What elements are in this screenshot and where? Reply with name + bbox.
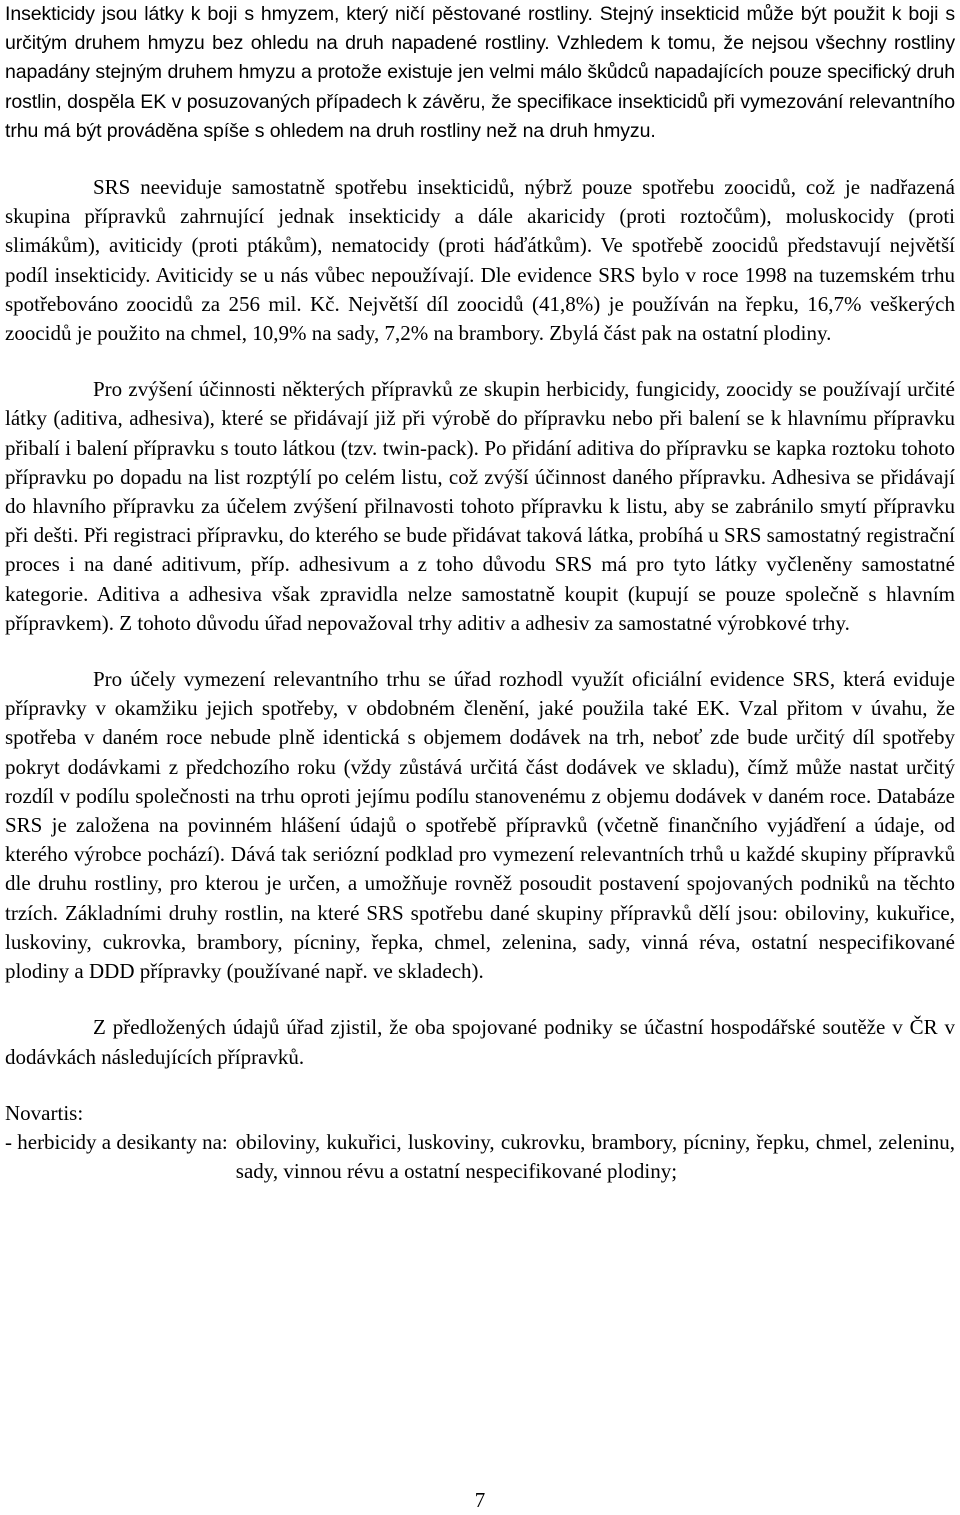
page-number: 7	[474, 1488, 486, 1512]
novartis-section	[5, 1099, 955, 1187]
novartis-heading: Novartis:	[5, 1100, 84, 1125]
list-item-lead: - herbicidy a desikanty na:	[5, 1129, 228, 1154]
paragraph-zjisteni: Z předložených údajů úřad zjistil, že oba spojované podniky se účastní hospodářské soutěže v ČR v dodávkách následujících přípravků.	[5, 1015, 955, 1069]
document-page	[5, 0, 955, 1186]
paragraph-aditiva: Pro zvýšení účinnosti některých přípravků ze skupin herbicidy, fungicidy, zoocidy se používají určité látky (aditiva, adhesiva), které se přidávají již při výrobě do přípravku nebo při balení se k hlavnímu přípravku přibalí i balení přípravku s touto látkou (tzv. twin-pack). Po přidání aditiva do přípravku se kapka roztoku tohoto přípravku po dopadu na list rozptýlí po celém listu, což zvýší účinnost daného přípravku. Adhesiva se přidávají do hlavního přípravku za účelem zvýšení přilnavosti tohoto přípravku k listu, aby se zabránilo smytí přípravku při dešti. Při registraci přípravku, do kterého se bude přidávat taková látka, probíhá u SRS samostatný registrační proces i na dané aditivum, příp. adhesivum a z toho důvodu SRS má pro tyto látky vyčleněny samostatné kategorie. Aditiva a adhesiva však zpravidla nelze samostatně koupit (kupují se pouze společně s hlavním přípravkem). Z tohoto důvodu úřad nepovažoval trhy aditiv a adhesiv za samostatné výrobkové trhy.	[5, 377, 956, 635]
paragraph-vymezeni-trhu: Pro účely vymezení relevantního trhu se úřad rozhodl využít oficiální evidence SRS, která eviduje přípravky v okamžiku jejich spotřeby, v obdobném členění, jaké použila také EK. Vzal přitom v úvahu, že spotřeba v daném roce nebude plně identická s objemem dodávek na trh, neboť zde bude určitý díl spotřeby pokryt dodávkami z předchozího roku (vždy zůstává určitá část dodávek ve skladu), čímž může nastat určitý rozdíl v podílu společnosti na trhu oproti jejímu podílu stanovenému z objemu dodávek v daném roce. Databáze SRS je založena na povinném hlášení údajů o spotřebě přípravků (včetně finančního vyjádření a údaje, od kterého výrobce pochází). Dává tak seriózní podklad pro vymezení relevantních trhů u každé skupiny přípravků dle druhu rostliny, pro kterou je určen, a umožňuje rovněž posoudit postavení spojovaných podniků na těchto trzích. Základními druhy rostlin, na které SRS spotřebu dané skupiny přípravků dělí jsou: obiloviny, kukuřice, luskoviny, cukrovka, brambory, pícniny, řepka, chmel, zelenina, sady, vinná réva, ostatní nespecifikované plodiny a DDD přípravky (používané např. ve skladech).	[5, 667, 955, 984]
paragraph-insekticidy: Insekticidy jsou látky k boji s hmyzem, který ničí pěstované rostliny. Stejný insekticid může být použit k boji s určitým druhem hmyzu bez ohledu na druh napadené rostliny. Vzhledem k tomu, že nejsou všechny rostliny napadány stejným druhem hmyzu a protože existuje jen velmi málo škůdců napadajících pouze specifický druh rostlin, dospěla EK v posuzovaných případech k závěru, že specifikace insekticidů při vymezování relevantního trhu má být prováděna spíše s ohledem na druh rostliny než na druh hmyzu.	[5, 3, 955, 142]
list-item	[5, 1128, 955, 1186]
paragraph-srs-zoocidy: SRS neeviduje samostatně spotřebu insekticidů, nýbrž pouze spotřebu zoocidů, což je nadřazená skupina přípravků zahrnující jednak insekticidy a dále akaricidy (proti roztočům), moluskocidy (proti slimákům), aviticidy (proti ptákům), nematocidy (proti háďátkům). Ve spotřebě zoocidů představují největší podíl insekticidy. Aviticidy se u nás vůbec nepoužívají. Dle evidence SRS bylo v roce 1998 na tuzemském trhu spotřebováno zoocidů za 256 mil. Kč. Největší díl zoocidů (41,8%) je používán na řepku, 16,7% veškerých zoocidů je použito na chmel, 10,9% na sady, 7,2% na brambory. Zbylá část pak na ostatní plodiny.	[5, 175, 955, 346]
list-item-text: obiloviny, kukuřici, luskoviny, cukrovku, brambory, pícniny, řepku, chmel, zeleninu, sady, vinnou révu a ostatní nespecifikované plodiny;	[235, 1129, 955, 1184]
